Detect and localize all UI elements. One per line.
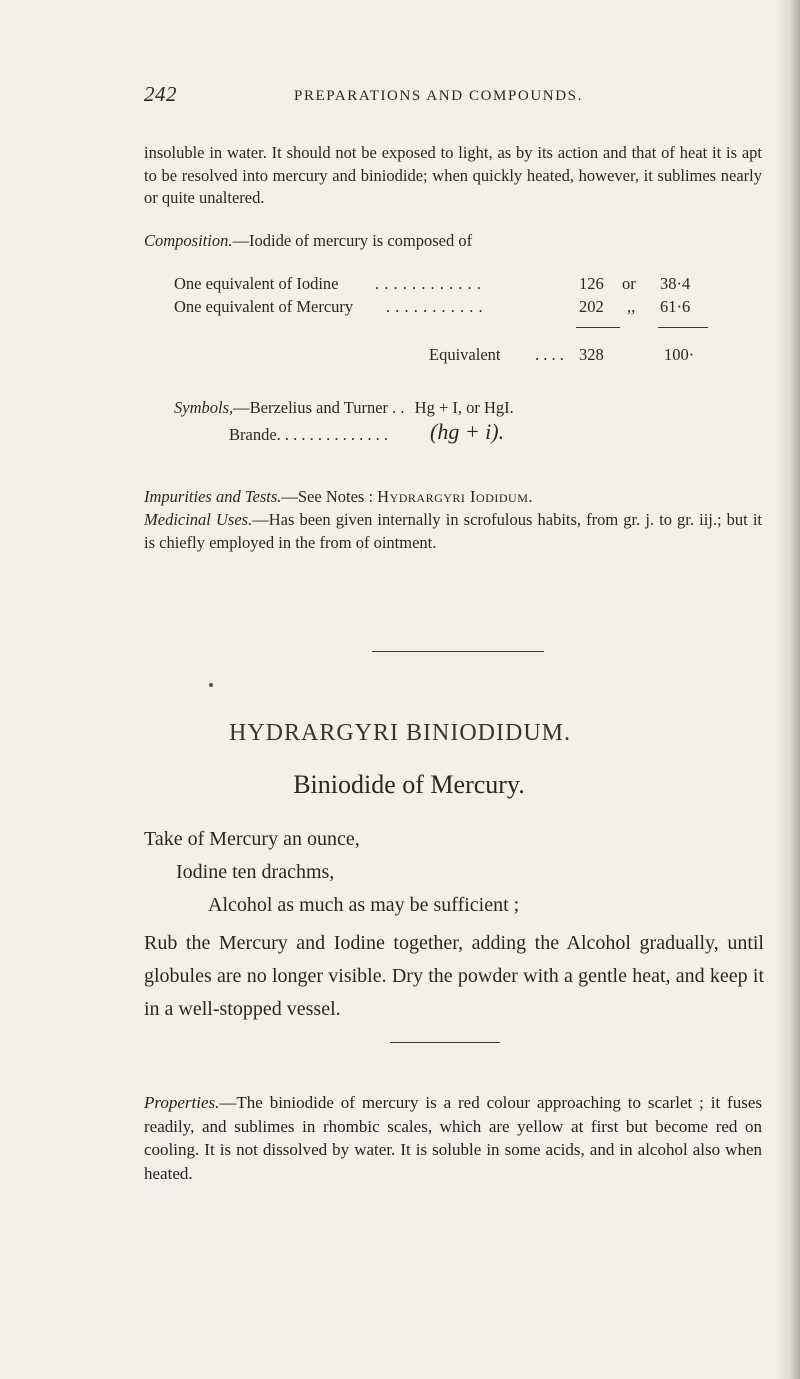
medicinal-text: —Has been given internally in scrofulous habits, from gr. j. to gr. iij.; but it is chiefly employed in the from of ointment. xyxy=(144,510,762,552)
impurities-text: —See Notes : xyxy=(281,487,374,506)
properties-text: —The biniodide of mercury is a red colour approaching to scarlet ; it fuses readily, and sublimes in rhombic scales, which are yellow at first but become red on cooling. It is not dissolved by water. It is soluble in some acids, and in alcohol also when heated. xyxy=(144,1093,762,1183)
properties-paragraph xyxy=(144,1091,762,1185)
composition-row-value: 202 xyxy=(579,297,604,316)
brande-label: Brande xyxy=(229,425,277,444)
section-divider xyxy=(372,651,544,652)
symbols-text: —Berzelius and Turner . . xyxy=(233,398,405,417)
composition-row-item: One equivalent of Iodine xyxy=(174,274,339,293)
composition-heading xyxy=(144,231,472,251)
sum-rule xyxy=(658,327,708,328)
sum-rule xyxy=(576,327,620,328)
medicinal-label: Medicinal Uses. xyxy=(144,510,253,529)
total-percent: 100· xyxy=(664,345,695,364)
properties-label: Properties. xyxy=(144,1093,220,1112)
brande-formula: (hg + i). xyxy=(430,419,505,444)
page-header xyxy=(144,82,764,112)
composition-row-item: One equivalent of Mercury xyxy=(174,297,354,316)
section-divider xyxy=(390,1042,500,1043)
composition-label: Composition. xyxy=(144,231,233,250)
brande-line xyxy=(229,419,505,445)
total-value: 328 xyxy=(579,345,604,364)
impurities-reference: Hydrargyri Iodidum. xyxy=(377,487,533,506)
ink-speck xyxy=(209,683,213,687)
composition-row-sep: ,, xyxy=(627,297,636,316)
medicinal-paragraph xyxy=(144,509,762,554)
composition-row-sep: or xyxy=(622,274,636,293)
composition-row-dots: . . . . . . . . . . . . xyxy=(375,274,482,293)
page-number: 242 xyxy=(144,82,177,106)
page-edge-shadow xyxy=(774,0,800,1379)
intro-paragraph: insoluble in water. It should not be exposed to light, as by its action and that of heat it is apt to be resolved into mercury and biniodide; when quickly heated, however, it sublimes nearly or quite unaltered. xyxy=(144,143,762,207)
symbols-line xyxy=(174,398,514,418)
symbols-label: Symbols, xyxy=(174,398,234,417)
composition-row-percent: 38·4 xyxy=(660,274,691,293)
recipe-line: Take of Mercury an ounce, xyxy=(144,828,360,850)
recipe-instructions: Rub the Mercury and Iodine together, adding the Alcohol gradually, until globules are no longer visible. Dry the powder with a gentle heat, and keep it in a well-stopped vessel. xyxy=(144,932,764,1020)
total-dots: . . . . xyxy=(535,345,564,364)
composition-row-value: 126 xyxy=(579,274,604,293)
section-title: HYDRARGYRI BINIODIDUM. xyxy=(229,720,571,746)
section-subtitle: Biniodide of Mercury. xyxy=(293,770,525,799)
impurities-paragraph xyxy=(144,486,762,509)
total-item: Equivalent xyxy=(429,345,501,364)
running-head: PREPARATIONS AND COMPOUNDS. xyxy=(294,88,583,104)
composition-row-dots: . . . . . . . . . . . xyxy=(386,297,484,316)
composition-row-percent: 61·6 xyxy=(660,297,691,316)
brande-dots: . . . . . . . . . . . . . . xyxy=(276,425,389,444)
composition-text: —Iodide of mercury is composed of xyxy=(232,231,473,250)
symbols-formula: Hg + I, or HgI. xyxy=(414,398,514,417)
recipe-line: Alcohol as much as may be sufficient ; xyxy=(208,894,520,916)
recipe-line: Iodine ten drachms, xyxy=(176,861,335,883)
impurities-label: Impurities and Tests. xyxy=(144,487,282,506)
